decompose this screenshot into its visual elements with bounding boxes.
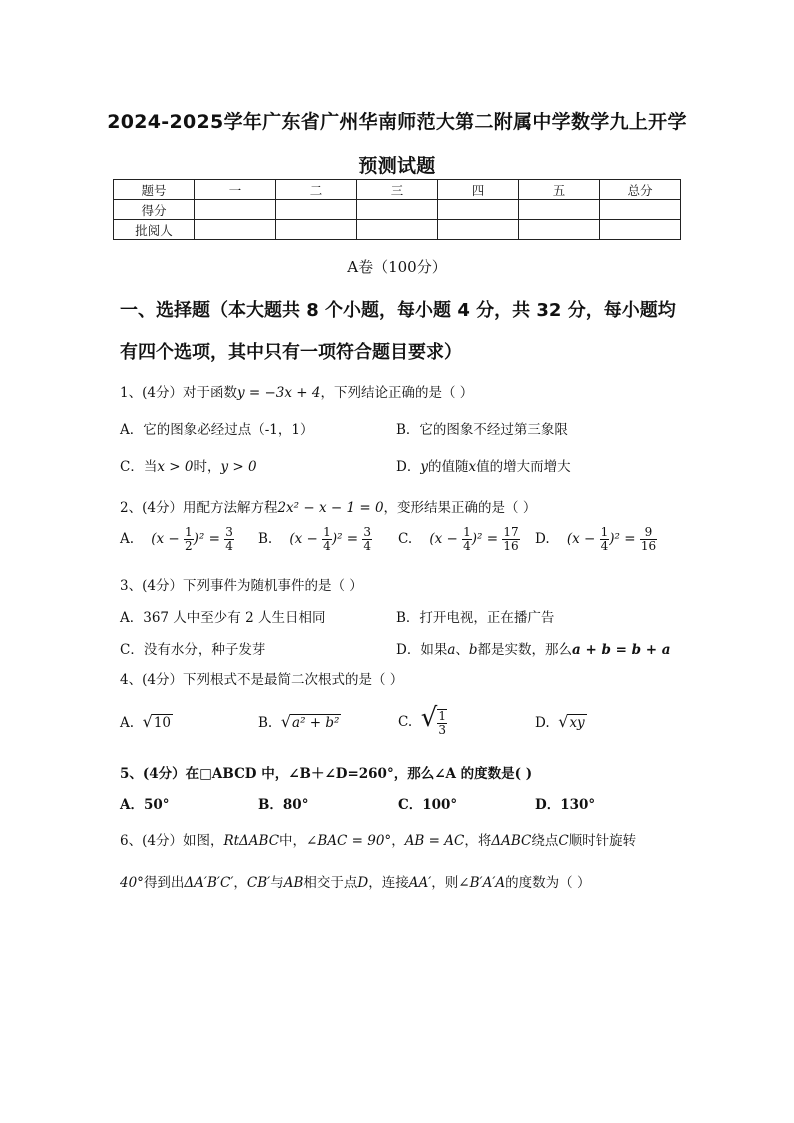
score-header-cell: 二 <box>276 180 357 200</box>
q1-stem <box>120 381 473 401</box>
q2-a-den: 2 <box>185 539 193 553</box>
grader-input-cell[interactable] <box>357 220 438 240</box>
q2-d-label: D. <box>535 531 550 547</box>
q1-c-formula2: y > 0 <box>220 459 257 475</box>
q2-b-num: 1 <box>323 525 331 539</box>
grader-input-cell[interactable] <box>519 220 600 240</box>
q6-math: CB′ <box>246 875 271 891</box>
q2-a-num: 1 <box>185 525 193 539</box>
q2-c-num: 1 <box>463 525 471 539</box>
q4-b-label: B. <box>258 715 273 731</box>
q6-text: ，则 <box>431 875 459 891</box>
q1-d-x: x <box>468 459 477 475</box>
q6-math: ∠BAC = 90° <box>306 833 392 849</box>
q3-d-a: a <box>447 642 456 658</box>
q3-stem: 3、(4分）下列事件为随机事件的是（ ） <box>120 578 363 594</box>
q1-formula: y = −3x + 4 <box>236 385 321 401</box>
q2-b-open: (x − <box>289 531 323 547</box>
q2-d-open: (x − <box>566 531 600 547</box>
sqrt-icon: √ <box>420 703 438 733</box>
q1-option-c[interactable] <box>120 455 257 475</box>
q6-text: 中， <box>279 833 307 849</box>
q4-option-a[interactable] <box>120 712 173 731</box>
q2-c-fraction <box>462 526 472 553</box>
q2-a-rhs <box>224 526 234 553</box>
q1-c-mid: 时， <box>193 459 221 475</box>
q6-text: ，将 <box>464 833 492 849</box>
q3-option-b[interactable]: B．打开电视，正在播广告 <box>396 610 555 626</box>
score-input-cell[interactable] <box>357 200 438 220</box>
score-input-cell[interactable] <box>519 200 600 220</box>
q2-a-fraction <box>184 526 194 553</box>
sqrt-icon: √ <box>558 712 569 731</box>
score-table <box>113 179 681 240</box>
q2-d-num: 1 <box>600 525 609 539</box>
q4-a-radicand: 10 <box>153 715 172 731</box>
q4-c-label: C. <box>398 714 413 730</box>
q2-c-open: (x − <box>429 531 463 547</box>
q4-option-b[interactable] <box>258 712 341 731</box>
exam-title-line1: 2024-2025学年广东省广州华南师范大第二附属中学数学九上开学 <box>107 111 687 133</box>
score-input-cell[interactable] <box>438 200 519 220</box>
q2-c-den: 4 <box>463 539 471 553</box>
q6-math: ΔA′B′C′ <box>184 875 234 891</box>
q2-option-c[interactable] <box>398 526 520 553</box>
q2-stem-b: ，变形结果正确的是（ ） <box>383 500 537 516</box>
score-table-grader-row <box>114 220 681 240</box>
q3-d-mid: 都是实数，那么 <box>477 642 573 658</box>
q1-d-y: y <box>420 459 428 475</box>
q6-math: D <box>357 875 369 891</box>
q4-stem: 4、(4分）下列根式不是最简二次根式的是（ ） <box>120 672 404 688</box>
q6-math: 40° <box>120 875 144 891</box>
q6-math: AB <box>283 875 304 891</box>
q2-d-den: 4 <box>600 539 609 553</box>
score-input-cell[interactable] <box>195 200 276 220</box>
q5-option-a[interactable]: A．50° <box>120 797 170 813</box>
score-header-cell: 总分 <box>600 180 681 200</box>
q3-option-a[interactable]: A．367 人中至少有 2 人生日相同 <box>120 610 326 626</box>
q2-c-rhs <box>502 526 519 553</box>
q2-d-fraction <box>600 526 610 553</box>
q5-stem: 5、(4分）在□ABCD 中，∠B＋∠D=260°，那么∠A 的度数是( ) <box>120 766 533 782</box>
q4-d-radicand: xy <box>569 715 585 731</box>
q2-formula: 2x² − x − 1 = 0 <box>277 500 384 516</box>
q2-a-label: A. <box>120 531 135 547</box>
q2-b-den: 4 <box>323 539 331 553</box>
q2-option-a[interactable] <box>120 526 234 553</box>
q4-a-label: A. <box>120 715 135 731</box>
q4-c-den: 3 <box>438 722 446 737</box>
q2-b-rhs-den: 4 <box>363 539 372 553</box>
q3-d-prefix: D．如果 <box>396 642 448 658</box>
grader-input-cell[interactable] <box>276 220 357 240</box>
q3-d-formula: a + b = b + a <box>572 642 671 658</box>
q6-line1 <box>120 829 636 849</box>
q6-text: 得到出 <box>143 875 185 891</box>
q2-c-label: C. <box>398 531 413 547</box>
q2-option-b[interactable] <box>258 526 372 553</box>
part1-heading-line2: 有四个选项，其中只有一项符合题目要求） <box>120 342 462 363</box>
q1-d-prefix: D． <box>396 459 421 475</box>
q2-d-rhs-num: 9 <box>640 526 657 540</box>
q6-text: 6、(4分）如图， <box>120 833 224 849</box>
q2-b-square: )² = <box>331 531 359 547</box>
q1-c-formula1: x > 0 <box>157 459 194 475</box>
q2-b-label: B. <box>258 531 273 547</box>
score-row-label: 得分 <box>114 200 195 220</box>
q6-text: 顺时针旋转 <box>568 833 637 849</box>
q1-option-d[interactable] <box>396 455 571 475</box>
grader-input-cell[interactable] <box>195 220 276 240</box>
q2-c-rhs-num: 17 <box>503 525 519 539</box>
q2-b-rhs-num: 3 <box>363 525 372 539</box>
q6-text: ， <box>233 875 247 891</box>
q2-a-square: )² = <box>193 531 220 547</box>
q1-option-a[interactable]: A．它的图象必经过点（-1，1） <box>120 422 314 438</box>
q5-option-d[interactable]: D．130° <box>535 797 596 813</box>
q4-option-c[interactable] <box>398 703 447 737</box>
q2-stem <box>120 496 536 516</box>
exam-title-line2: 预测试题 <box>358 155 436 177</box>
grader-input-cell[interactable] <box>438 220 519 240</box>
score-input-cell[interactable] <box>276 200 357 220</box>
q6-text: 绕点 <box>531 833 559 849</box>
q2-c-square: )² = <box>471 531 499 547</box>
grader-input-cell[interactable] <box>600 220 681 240</box>
q1-c-prefix: C．当 <box>120 459 158 475</box>
q1-d-mid: 的值随 <box>427 459 469 475</box>
q4-option-d[interactable] <box>535 712 587 731</box>
q2-d-square: )² = <box>609 531 636 547</box>
q2-stem-a: 2、(4分）用配方法解方程 <box>120 500 278 516</box>
q3-d-sep: 、 <box>455 642 469 658</box>
q6-math: RtΔABC <box>223 833 280 849</box>
q2-a-open: (x − <box>151 531 184 547</box>
q6-line2 <box>120 871 590 891</box>
q1-d-suffix: 值的增大而增大 <box>476 459 571 475</box>
score-header-cell: 四 <box>438 180 519 200</box>
q1-stem-b: ，下列结论正确的是（ ） <box>320 385 474 401</box>
q4-b-radicand: a² + b² <box>292 715 340 731</box>
q2-d-rhs-den: 16 <box>640 539 657 553</box>
q2-a-rhs-num: 3 <box>225 525 233 539</box>
q2-option-d[interactable] <box>535 526 657 553</box>
sqrt-icon: √ <box>142 712 153 731</box>
q6-text: ， <box>391 833 405 849</box>
grader-row-label: 批阅人 <box>114 220 195 240</box>
q1-option-b[interactable]: B．它的图象不经过第三象限 <box>396 422 568 438</box>
q2-b-rhs <box>362 526 372 553</box>
q4-c-num: 1 <box>438 708 446 723</box>
q2-a-rhs-den: 4 <box>225 539 233 553</box>
score-header-cell: 一 <box>195 180 276 200</box>
score-header-cell: 题号 <box>114 180 195 200</box>
q6-math: ΔABC <box>491 833 532 849</box>
q6-text: 的度数为（ ） <box>505 875 591 891</box>
q6-math: AB = AC <box>404 833 465 849</box>
q6-math: AA′ <box>408 875 432 891</box>
score-table-header-row <box>114 180 681 200</box>
q2-d-rhs <box>640 526 657 553</box>
q6-text: 相交于点 <box>303 875 358 891</box>
q4-d-label: D. <box>535 715 550 731</box>
score-table-score-row <box>114 200 681 220</box>
q6-math: ∠B′A′A <box>458 875 506 891</box>
q1-stem-a: 1、(4分）对于函数 <box>120 385 237 401</box>
q3-d-b: b <box>468 642 478 658</box>
q5-option-c[interactable]: C．100° <box>398 797 458 813</box>
part1-heading-line1: 一、选择题（本大题共 8 个小题，每小题 4 分，共 32 分，每小题均 <box>120 300 676 321</box>
q6-text: ，连接 <box>368 875 409 891</box>
score-header-cell: 五 <box>519 180 600 200</box>
section-a-title: A卷（100分） <box>347 258 447 276</box>
q6-math: C <box>558 833 569 849</box>
score-header-cell: 三 <box>357 180 438 200</box>
q5-option-b[interactable]: B．80° <box>258 797 309 813</box>
score-input-cell[interactable] <box>600 200 681 220</box>
sqrt-icon: √ <box>280 712 292 731</box>
q3-option-c[interactable]: C．没有水分，种子发芽 <box>120 642 266 658</box>
q4-c-fraction <box>437 709 447 737</box>
q2-c-rhs-den: 16 <box>503 539 519 553</box>
q2-b-fraction <box>322 526 332 553</box>
q6-text: 与 <box>270 875 284 891</box>
q3-option-d[interactable] <box>396 638 671 658</box>
